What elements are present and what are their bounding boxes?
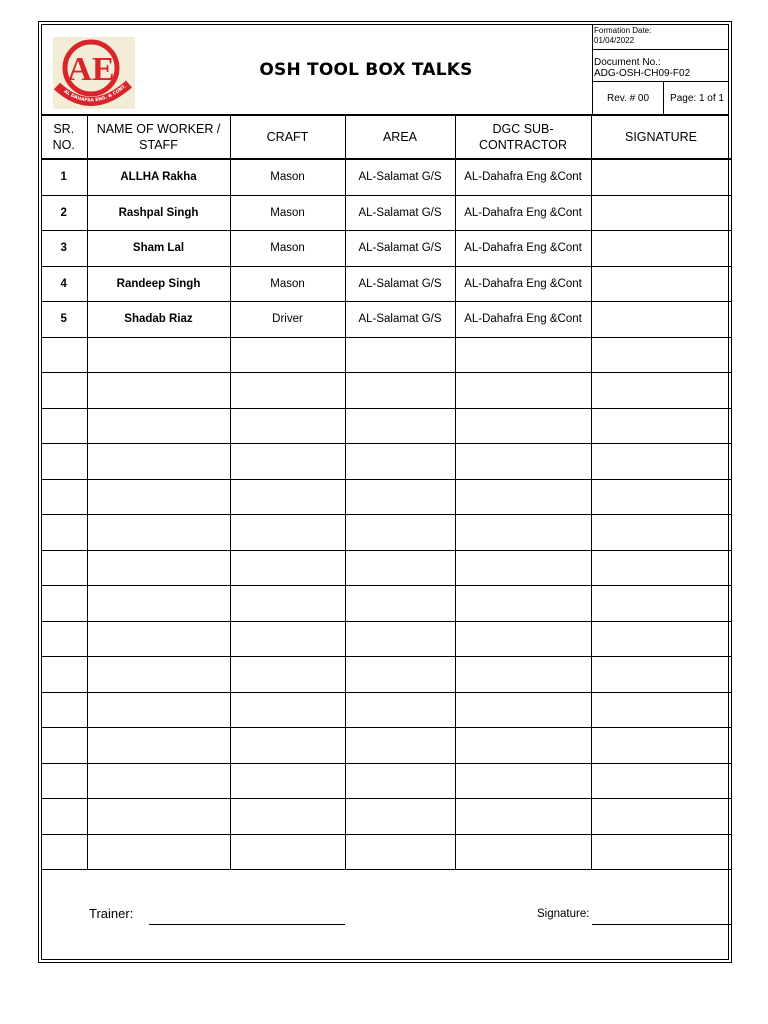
sr-no-cell (41, 657, 87, 693)
craft-cell (230, 657, 345, 693)
area-cell: AL-Salamat G/S (345, 195, 455, 231)
table-header-row (41, 116, 731, 159)
signature-cell[interactable] (591, 444, 731, 480)
worker-name-cell: Shadab Riaz (87, 302, 230, 338)
logo-ring-text: AL DAHAFRA ENG. & CONT. (62, 84, 128, 104)
table-row (41, 266, 731, 302)
area-cell (345, 479, 455, 515)
form-header (41, 24, 729, 115)
craft-cell (230, 728, 345, 764)
company-logo (41, 24, 141, 115)
subcontractor-cell: AL-Dahafra Eng &Cont (455, 159, 591, 195)
worker-name-cell (87, 408, 230, 444)
signature-cell[interactable] (591, 195, 731, 231)
area-cell (345, 763, 455, 799)
subcontractor-cell (455, 728, 591, 764)
table-row (41, 159, 731, 195)
signature-cell[interactable] (591, 550, 731, 586)
area-cell: AL-Salamat G/S (345, 302, 455, 338)
signature-cell[interactable] (591, 621, 731, 657)
craft-cell (230, 621, 345, 657)
form-footer (41, 870, 729, 960)
craft-cell (230, 408, 345, 444)
area-cell (345, 337, 455, 373)
signature-cell[interactable] (591, 692, 731, 728)
subcontractor-cell (455, 337, 591, 373)
signature-cell[interactable] (591, 408, 731, 444)
subcontractor-cell: AL-Dahafra Eng &Cont (455, 195, 591, 231)
sr-no-cell (41, 728, 87, 764)
subcontractor-cell (455, 444, 591, 480)
column-header-area: AREA (345, 116, 455, 159)
craft-cell (230, 550, 345, 586)
signature-cell[interactable] (591, 728, 731, 764)
table-row (41, 195, 731, 231)
table-row (41, 373, 731, 409)
signature-cell[interactable] (591, 834, 731, 870)
document-number-value: ADG-OSH-CH09-F02 (594, 68, 691, 79)
subcontractor-cell: AL-Dahafra Eng &Cont (455, 302, 591, 338)
sr-no-cell (41, 692, 87, 728)
area-cell (345, 373, 455, 409)
area-cell (345, 550, 455, 586)
column-header-signature: SIGNATURE (591, 116, 731, 159)
page-number: Page: 1 of 1 (670, 93, 724, 104)
logo-emblem-icon (41, 24, 141, 115)
table-row (41, 515, 731, 551)
worker-name-cell (87, 621, 230, 657)
sr-no-cell: 4 (41, 266, 87, 302)
area-cell (345, 799, 455, 835)
trainer-signature-line[interactable] (592, 924, 732, 925)
table-row (41, 728, 731, 764)
worker-name-cell (87, 586, 230, 622)
table-row (41, 834, 731, 870)
craft-cell (230, 799, 345, 835)
area-cell (345, 444, 455, 480)
signature-cell[interactable] (591, 159, 731, 195)
subcontractor-cell (455, 692, 591, 728)
subcontractor-cell (455, 621, 591, 657)
worker-name-cell (87, 337, 230, 373)
sr-no-cell: 5 (41, 302, 87, 338)
column-header-worker-name: NAME OF WORKER / STAFF (87, 116, 230, 159)
worker-name-cell (87, 515, 230, 551)
craft-cell: Mason (230, 159, 345, 195)
table-row (41, 692, 731, 728)
sr-no-cell (41, 550, 87, 586)
sr-no-cell (41, 444, 87, 480)
area-cell (345, 692, 455, 728)
area-cell (345, 408, 455, 444)
table-row (41, 444, 731, 480)
craft-cell: Driver (230, 302, 345, 338)
signature-cell[interactable] (591, 479, 731, 515)
subcontractor-cell: AL-Dahafra Eng &Cont (455, 231, 591, 267)
craft-cell: Mason (230, 195, 345, 231)
subcontractor-cell (455, 657, 591, 693)
area-cell (345, 621, 455, 657)
sr-no-cell (41, 337, 87, 373)
formation-date-label: Formation Date: (594, 26, 652, 35)
craft-cell: Mason (230, 231, 345, 267)
worker-name-cell: Randeep Singh (87, 266, 230, 302)
column-header-sr-no: SR. NO. (41, 116, 87, 159)
signature-cell[interactable] (591, 657, 731, 693)
area-cell: AL-Salamat G/S (345, 266, 455, 302)
sr-no-cell (41, 621, 87, 657)
table-row (41, 763, 731, 799)
craft-cell (230, 763, 345, 799)
worker-name-cell (87, 479, 230, 515)
subcontractor-cell (455, 763, 591, 799)
table-row (41, 337, 731, 373)
subcontractor-cell (455, 479, 591, 515)
document-number-label: Document No.: (594, 57, 661, 68)
sr-no-cell (41, 373, 87, 409)
signature-cell[interactable] (591, 373, 731, 409)
craft-cell: Mason (230, 266, 345, 302)
trainer-label: Trainer: (89, 906, 134, 921)
sr-no-cell (41, 763, 87, 799)
formation-date-value: 01/04/2022 (594, 36, 635, 45)
column-header-craft: CRAFT (230, 116, 345, 159)
signature-cell[interactable] (591, 337, 731, 373)
sr-no-cell (41, 515, 87, 551)
craft-cell (230, 586, 345, 622)
area-cell (345, 834, 455, 870)
craft-cell (230, 479, 345, 515)
worker-name-cell (87, 799, 230, 835)
logo-monogram: AE (67, 51, 115, 88)
subcontractor-cell (455, 550, 591, 586)
craft-cell (230, 373, 345, 409)
revision-number: Rev. # 00 (593, 82, 664, 115)
table-body (41, 159, 731, 870)
area-cell: AL-Salamat G/S (345, 231, 455, 267)
sr-no-cell (41, 586, 87, 622)
table-row (41, 479, 731, 515)
form-title: OSH TOOL BOX TALKS (259, 59, 473, 80)
worker-name-cell (87, 657, 230, 693)
subcontractor-cell (455, 834, 591, 870)
worker-name-cell (87, 728, 230, 764)
worker-name-cell (87, 763, 230, 799)
column-header-subcontractor: DGC SUB-CONTRACTOR (455, 116, 591, 159)
table-row (41, 586, 731, 622)
worker-name-cell (87, 444, 230, 480)
area-cell (345, 657, 455, 693)
table-row (41, 231, 731, 267)
sr-no-cell (41, 834, 87, 870)
craft-cell (230, 337, 345, 373)
signature-cell[interactable] (591, 515, 731, 551)
table-row (41, 799, 731, 835)
worker-name-cell (87, 550, 230, 586)
sr-no-cell (41, 479, 87, 515)
area-cell: AL-Salamat G/S (345, 159, 455, 195)
subcontractor-cell (455, 586, 591, 622)
sr-no-cell (41, 799, 87, 835)
worker-name-cell (87, 834, 230, 870)
worker-name-cell (87, 373, 230, 409)
worker-name-cell (87, 692, 230, 728)
table-row (41, 621, 731, 657)
attendance-table (41, 116, 732, 870)
craft-cell (230, 515, 345, 551)
subcontractor-cell (455, 799, 591, 835)
sr-no-cell: 2 (41, 195, 87, 231)
formation-date-cell (593, 24, 729, 50)
signature-cell[interactable] (591, 586, 731, 622)
signature-cell[interactable] (591, 302, 731, 338)
document-number-cell (593, 50, 729, 82)
table-row (41, 302, 731, 338)
document-meta (592, 24, 729, 115)
sr-no-cell: 3 (41, 231, 87, 267)
area-cell (345, 728, 455, 764)
craft-cell (230, 444, 345, 480)
worker-name-cell: Sham Lal (87, 231, 230, 267)
area-cell (345, 515, 455, 551)
subcontractor-cell (455, 373, 591, 409)
subcontractor-cell (455, 515, 591, 551)
table-row (41, 408, 731, 444)
subcontractor-cell: AL-Dahafra Eng &Cont (455, 266, 591, 302)
area-cell (345, 586, 455, 622)
table-row (41, 657, 731, 693)
signature-cell[interactable] (591, 231, 731, 267)
signature-cell[interactable] (591, 763, 731, 799)
craft-cell (230, 692, 345, 728)
trainer-name-line[interactable] (149, 924, 345, 925)
worker-name-cell: Rashpal Singh (87, 195, 230, 231)
sr-no-cell: 1 (41, 159, 87, 195)
signature-cell[interactable] (591, 266, 731, 302)
table-row (41, 550, 731, 586)
craft-cell (230, 834, 345, 870)
subcontractor-cell (455, 408, 591, 444)
signature-cell[interactable] (591, 799, 731, 835)
sr-no-cell (41, 408, 87, 444)
worker-name-cell: ALLHA Rakha (87, 159, 230, 195)
trainer-signature-label: Signature: (537, 908, 590, 920)
